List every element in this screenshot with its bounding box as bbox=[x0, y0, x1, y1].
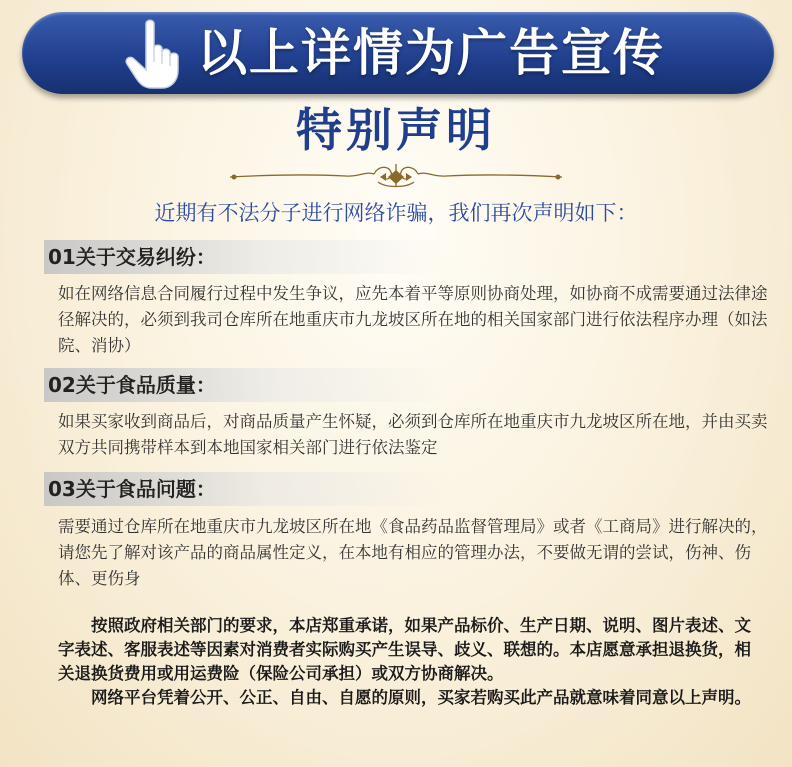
section-body-trade-dispute: 如在网络信息合同履行过程中发生争议，应先本着平等原则协商处理，如协商不成需要通过法律途径解决的，必须到我司仓库所在地重庆市九龙坡区所在地的相关国家部门进行依法程序办理（如法院、消协） bbox=[58, 284, 768, 355]
notice-block bbox=[58, 614, 764, 710]
section-heading-food-issues: 03关于食品问题： bbox=[44, 472, 448, 506]
notice-paragraph-agreement: 网络平台凭着公开、公正、自由、自愿的原则，买家若购买此产品就意味着同意以上声明。 bbox=[91, 688, 751, 707]
section-heading-food-quality: 02关于食品质量： bbox=[44, 368, 448, 402]
section-body-food-issues: 需要通过仓库所在地重庆市九龙坡区所在地《食品药品监督管理局》或者《工商局》进行解决的，请您先了解对该产品的商品属性定义，在本地有相应的管理办法，不要做无谓的尝试，伤神、伤体、更伤身 bbox=[58, 517, 768, 588]
page-title: 特别声明 bbox=[296, 103, 496, 157]
ornament-divider-icon bbox=[228, 162, 564, 192]
section-body-food-quality: 如果买家收到商品后，对商品质量产生怀疑，必须到仓库所在地重庆市九龙坡区所在地，并由买卖双方共同携带样本到本地国家相关部门进行依法鉴定 bbox=[58, 412, 768, 457]
section-heading-trade-dispute: 01关于交易纠纷： bbox=[44, 240, 448, 274]
notice-paragraph-commitment: 按照政府相关部门的要求，本店郑重承诺，如果产品标价、生产日期、说明、图片表述、文字表述、客服表述等因素对消费者实际购买产生误导、歧义、联想的。本店愿意承担退换货，相关退换货费用或用运费险（保险公司承担）或双方协商解决。 bbox=[58, 616, 751, 683]
pointing-hand-icon bbox=[122, 18, 184, 92]
intro-text: 近期有不法分子进行网络诈骗，我们再次声明如下： bbox=[154, 201, 638, 225]
banner-text: 以上详情为广告宣传 bbox=[197, 24, 665, 82]
header-banner bbox=[22, 12, 774, 94]
